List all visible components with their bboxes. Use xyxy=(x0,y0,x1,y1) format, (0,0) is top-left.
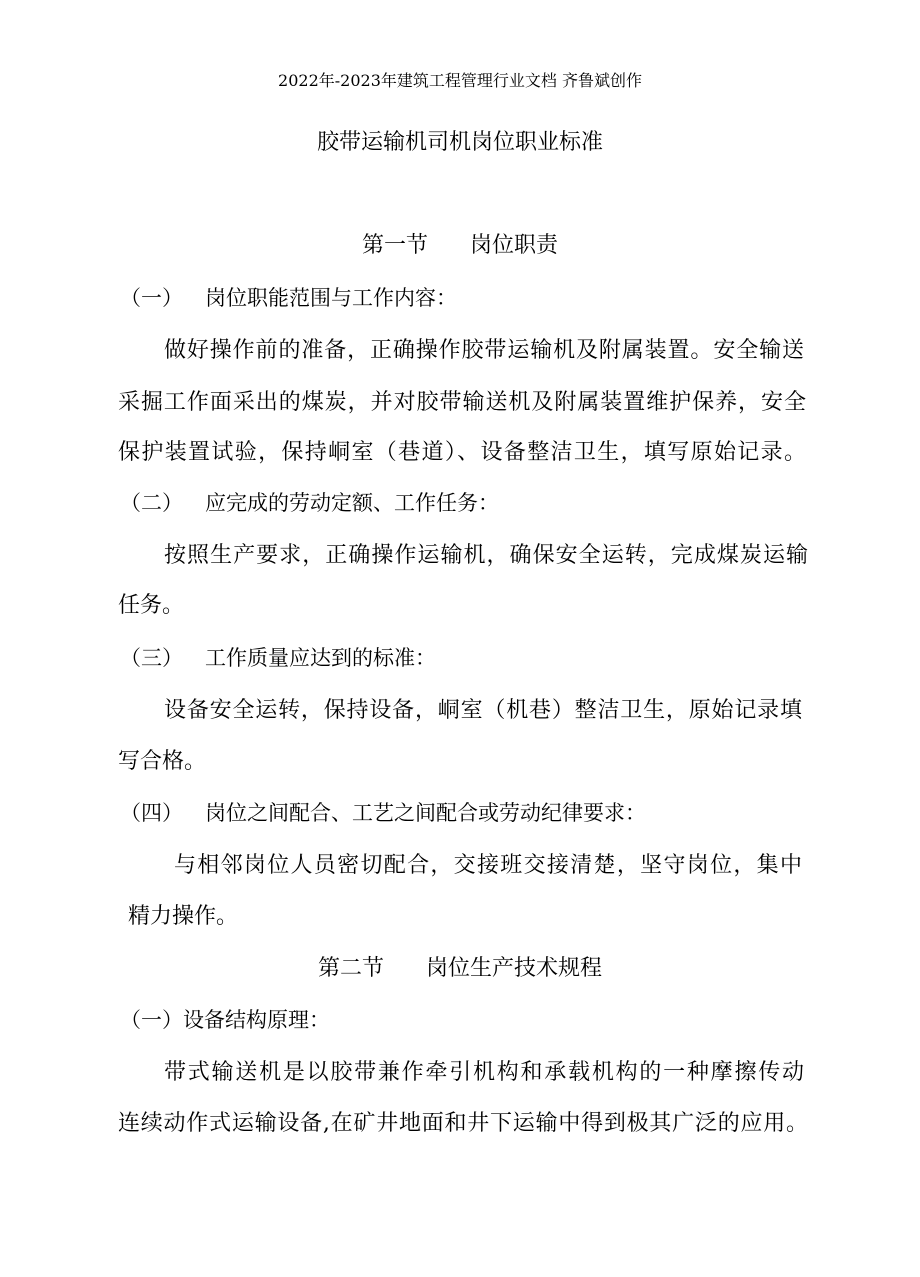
document-title: 胶带运输机司机岗位职业标准 xyxy=(316,130,603,155)
paragraph-line: 保护装置试验，保持峒室（巷道）、设备整洁卫生，填写原始记录。 xyxy=(118,440,806,465)
section-heading-1 xyxy=(0,235,920,257)
paragraph-line: 设备安全运转，保持设备，峒室（机巷）整洁卫生，原始记录填 xyxy=(164,698,802,723)
item-number: （一） xyxy=(120,286,183,310)
item-number: （三） xyxy=(120,646,183,670)
paragraph-line: 与相邻岗位人员密切配合，交接班交接清楚，坚守岗位，集中 xyxy=(174,853,802,878)
item-number: （二） xyxy=(120,491,183,515)
section-label: 第二节 xyxy=(317,956,384,981)
item-number: （四） xyxy=(120,801,183,825)
item-heading: 岗位之间配合、工艺之间配合或劳动纪律要求： xyxy=(205,801,646,825)
item-heading: 设备结构原理： xyxy=(183,1008,330,1032)
paragraph-line: 写合格。 xyxy=(118,749,207,774)
item-heading: 应完成的劳动定额、工作任务： xyxy=(205,491,499,515)
paragraph-line: 精力操作。 xyxy=(128,904,239,929)
section-label: 第一节 xyxy=(361,233,428,258)
paragraph-line: 按照生产要求，正确操作运输机，确保安全运转，完成煤炭运输 xyxy=(164,543,808,568)
paragraph-line: 做好操作前的准备，正确操作胶带运输机及附属装置。安全输送 xyxy=(164,338,804,363)
item-heading: 岗位职能范围与工作内容： xyxy=(205,286,457,310)
item-number: （一） xyxy=(120,1008,183,1032)
item-heading-4 xyxy=(120,803,646,824)
page-header: 2022年-2023年建筑工程管理行业文档 齐鲁斌创作 xyxy=(278,71,642,90)
item-heading-5 xyxy=(120,1010,330,1031)
section-heading-2 xyxy=(0,958,920,980)
paragraph-line: 连续动作式运输设备,在矿井地面和井下运输中得到极其广泛的应用。 xyxy=(118,1111,808,1136)
item-heading: 工作质量应达到的标准： xyxy=(205,646,436,670)
section-title: 岗位职责 xyxy=(470,233,559,258)
item-heading-3 xyxy=(120,648,436,669)
item-heading-2 xyxy=(120,493,499,514)
paragraph-line: 带式输送机是以胶带兼作牵引机构和承载机构的一种摩擦传动 xyxy=(164,1060,804,1085)
item-heading-1 xyxy=(120,288,457,309)
paragraph-line: 任务。 xyxy=(118,593,185,618)
paragraph-line: 采掘工作面采出的煤炭，并对胶带输送机及附属装置维护保养，安全 xyxy=(118,390,806,415)
section-title: 岗位生产技术规程 xyxy=(426,956,603,981)
